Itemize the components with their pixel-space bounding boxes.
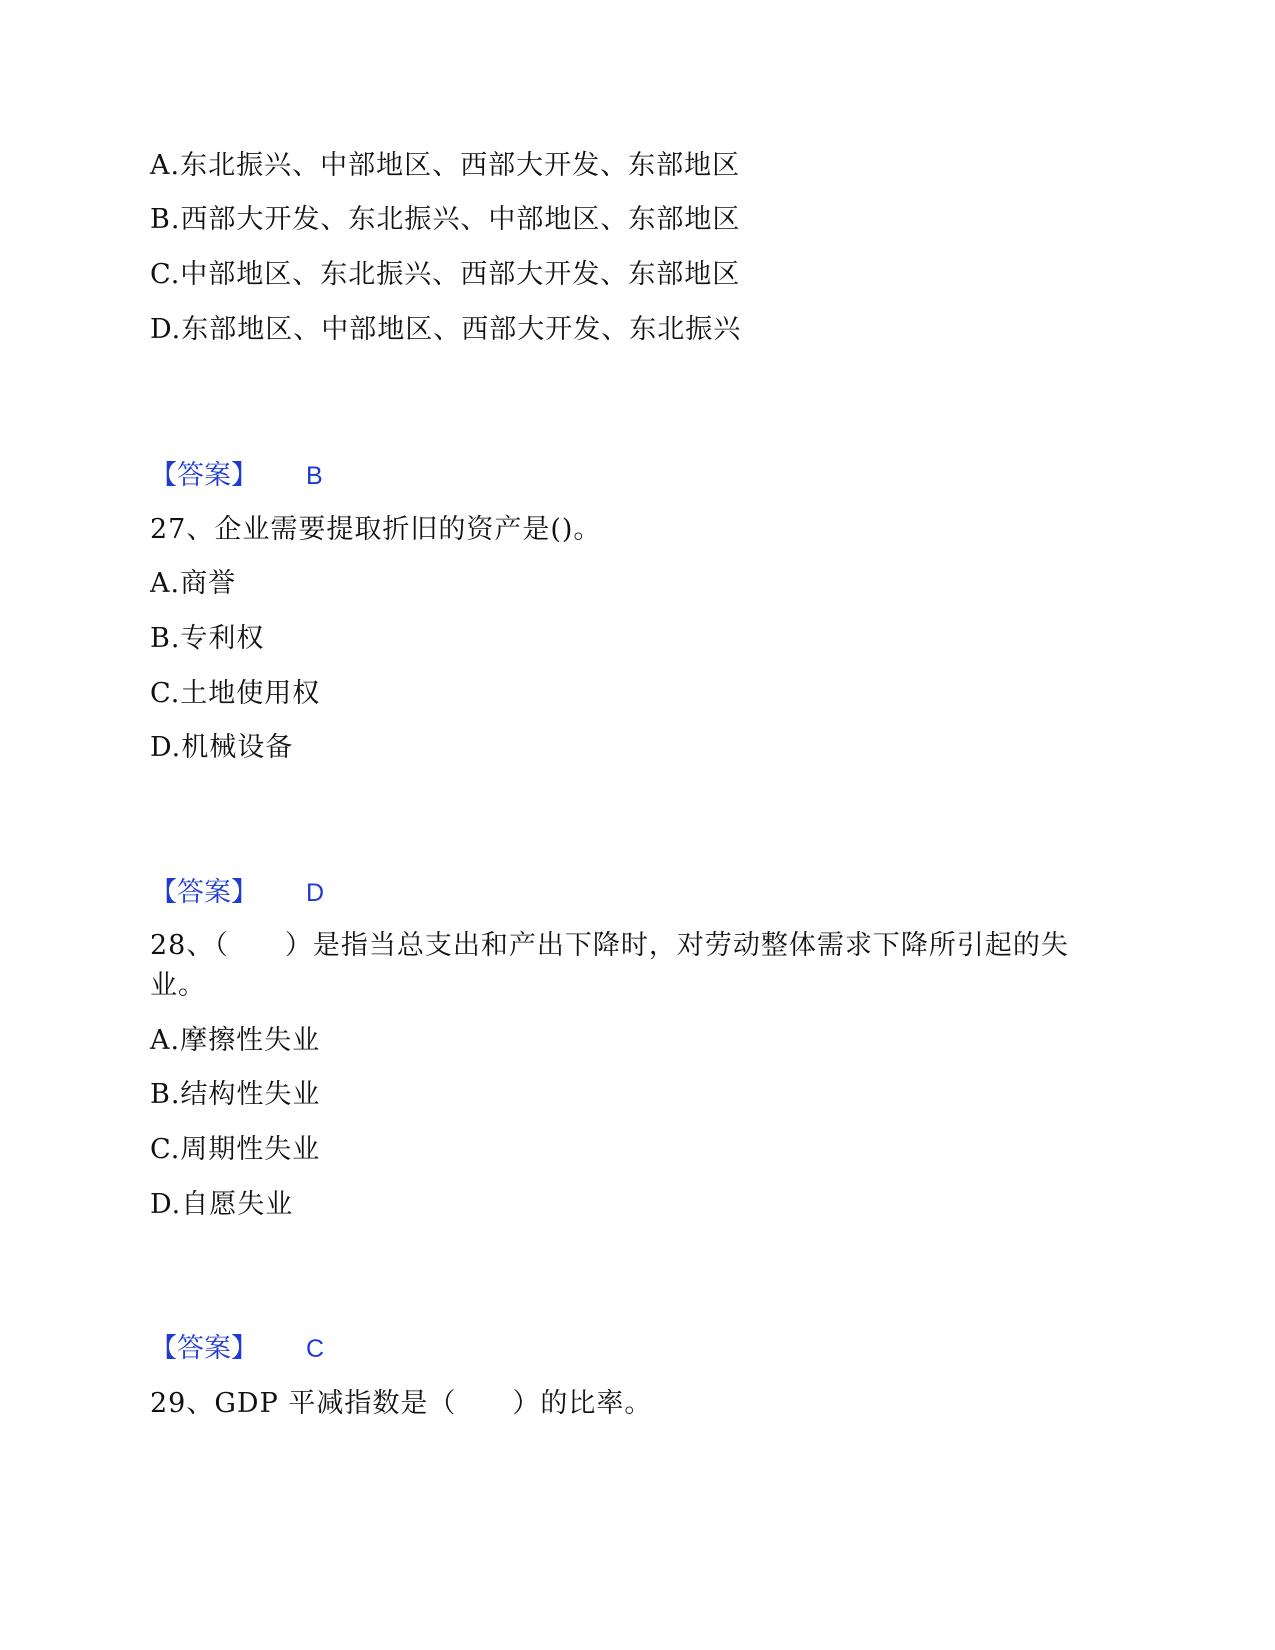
q26-option-c: C.中部地区、东北振兴、西部大开发、东部地区: [150, 259, 741, 290]
q26-option-a: A.东北振兴、中部地区、西部大开发、东部地区: [150, 150, 741, 181]
q28-question: 28、（ ）是指当总支出和产出下降时，对劳动整体需求下降所引起的失业。: [150, 930, 1069, 1001]
q28-option-d: D.自愿失业: [150, 1189, 294, 1220]
q27-option-c: C.土地使用权: [150, 678, 321, 709]
q27-answer: [150, 873, 324, 913]
q29-question: 29、GDP 平减指数是（ ）的比率。: [150, 1388, 653, 1419]
q27-question: 27、企业需要提取折旧的资产是()。: [150, 514, 602, 545]
q28-option-b: B.结构性失业: [150, 1079, 321, 1110]
q27-option-a: A.商誉: [150, 568, 237, 599]
answer-label: 【答案】: [150, 460, 258, 491]
q26-answer: [150, 456, 323, 496]
q28-option-c: C.周期性失业: [150, 1134, 321, 1165]
answer-label: 【答案】: [150, 877, 258, 908]
q28-answer: [150, 1329, 324, 1369]
answer-value: D: [306, 879, 325, 907]
q26-option-d: D.东部地区、中部地区、西部大开发、东北振兴: [150, 314, 742, 345]
q26-option-b: B.西部大开发、东北振兴、中部地区、东部地区: [150, 204, 741, 235]
answer-value: B: [306, 462, 323, 490]
q28-option-a: A.摩擦性失业: [150, 1025, 321, 1056]
q27-option-d: D.机械设备: [150, 732, 294, 763]
answer-value: C: [306, 1335, 325, 1363]
answer-label: 【答案】: [150, 1333, 258, 1364]
q27-option-b: B.专利权: [150, 623, 265, 654]
